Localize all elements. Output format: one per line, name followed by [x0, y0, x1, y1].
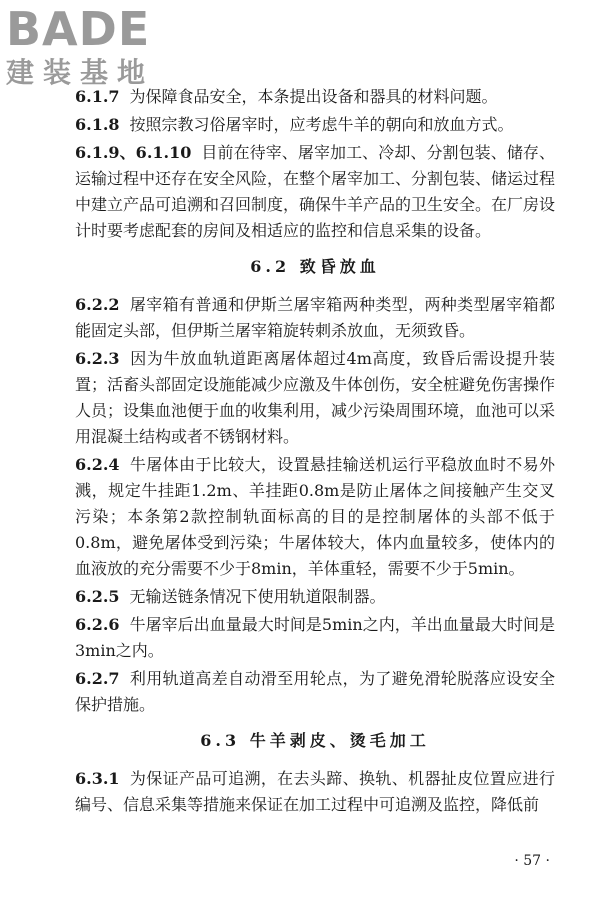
- clause-6-2-4: 6.2.4 牛屠体由于比较大，设置悬挂输送机运行平稳放血时不易外溅，规定牛挂距1.2m、羊挂距0.8m是防止屠体之间接触产生交叉污染；本条第2款控制轨面标高的目的是控制屠体的头部不低于0.8m，避免屠体受到污染；牛屠体较大，体内血量较多，使体内的血液放的充分需要不少于8min，羊体重轻，需要不少于5min。: [75, 455, 555, 578]
- clause-6-2-3: 6.2.3 因为牛放血轨道距离屠体超过4m高度，致昏后需设提升装置；活畜头部固定设施能减少应激及牛体创伤，安全桩避免伤害操作人员；设集血池便于血的收集利用，减少污染周围环境，血池可以采用混凝土结构或者不锈钢材料。: [75, 349, 556, 446]
- section-heading-6-3: 6.3 牛羊剥皮、烫毛加工: [200, 731, 430, 750]
- clause-6-2-5: 6.2.5 无输送链条情况下使用轨道限制器。: [75, 587, 386, 606]
- clause-6-2-7: 6.2.7 利用轨道高差自动滑至用轮点，为了避免滑轮脱落应设安全保护措施。: [75, 669, 555, 714]
- page-number: · 57 ·: [514, 853, 550, 869]
- document-body: [75, 84, 555, 820]
- clause-6-2-6: 6.2.6 牛屠宰后出血量最大时间是5min之内，羊出血量最大时间是3min之内。: [75, 615, 555, 660]
- section-heading-6-2: 6.2 致昏放血: [250, 257, 380, 276]
- watermark-logo: [6, 4, 186, 96]
- logo-brand: BADE: [6, 2, 151, 56]
- clause-6-2-2: 6.2.2 屠宰箱有普通和伊斯兰屠宰箱两种类型，两种类型屠宰箱都能固定头部，但伊斯兰屠宰箱旋转刺杀放血，无须致昏。: [75, 295, 555, 340]
- clause-6-1-9-10: 6.1.9、6.1.10 目前在待宰、屠宰加工、冷却、分割包装、储存、运输过程中还存在安全风险，在整个屠宰加工、分割包装、储运过程中建立产品可追溯和召回制度，确保牛羊产品的卫生安全。在厂房设计时要考虑配套的房间及相适应的监控和信息采集的设备。: [75, 143, 556, 240]
- clause-6-3-1: 6.3.1 为保证产品可追溯，在去头蹄、换轨、机器扯皮位置应进行编号、信息采集等措施来保证在加工过程中可追溯及监控，降低前: [75, 769, 555, 814]
- logo-subtitle: 建装基地: [6, 56, 155, 89]
- clause-6-1-8: 6.1.8 按照宗教习俗屠宰时，应考虑牛羊的朝向和放血方式。: [75, 115, 514, 134]
- clause-6-1-7: 6.1.7 为保障食品安全，本条提出设备和器具的材料问题。: [75, 87, 498, 106]
